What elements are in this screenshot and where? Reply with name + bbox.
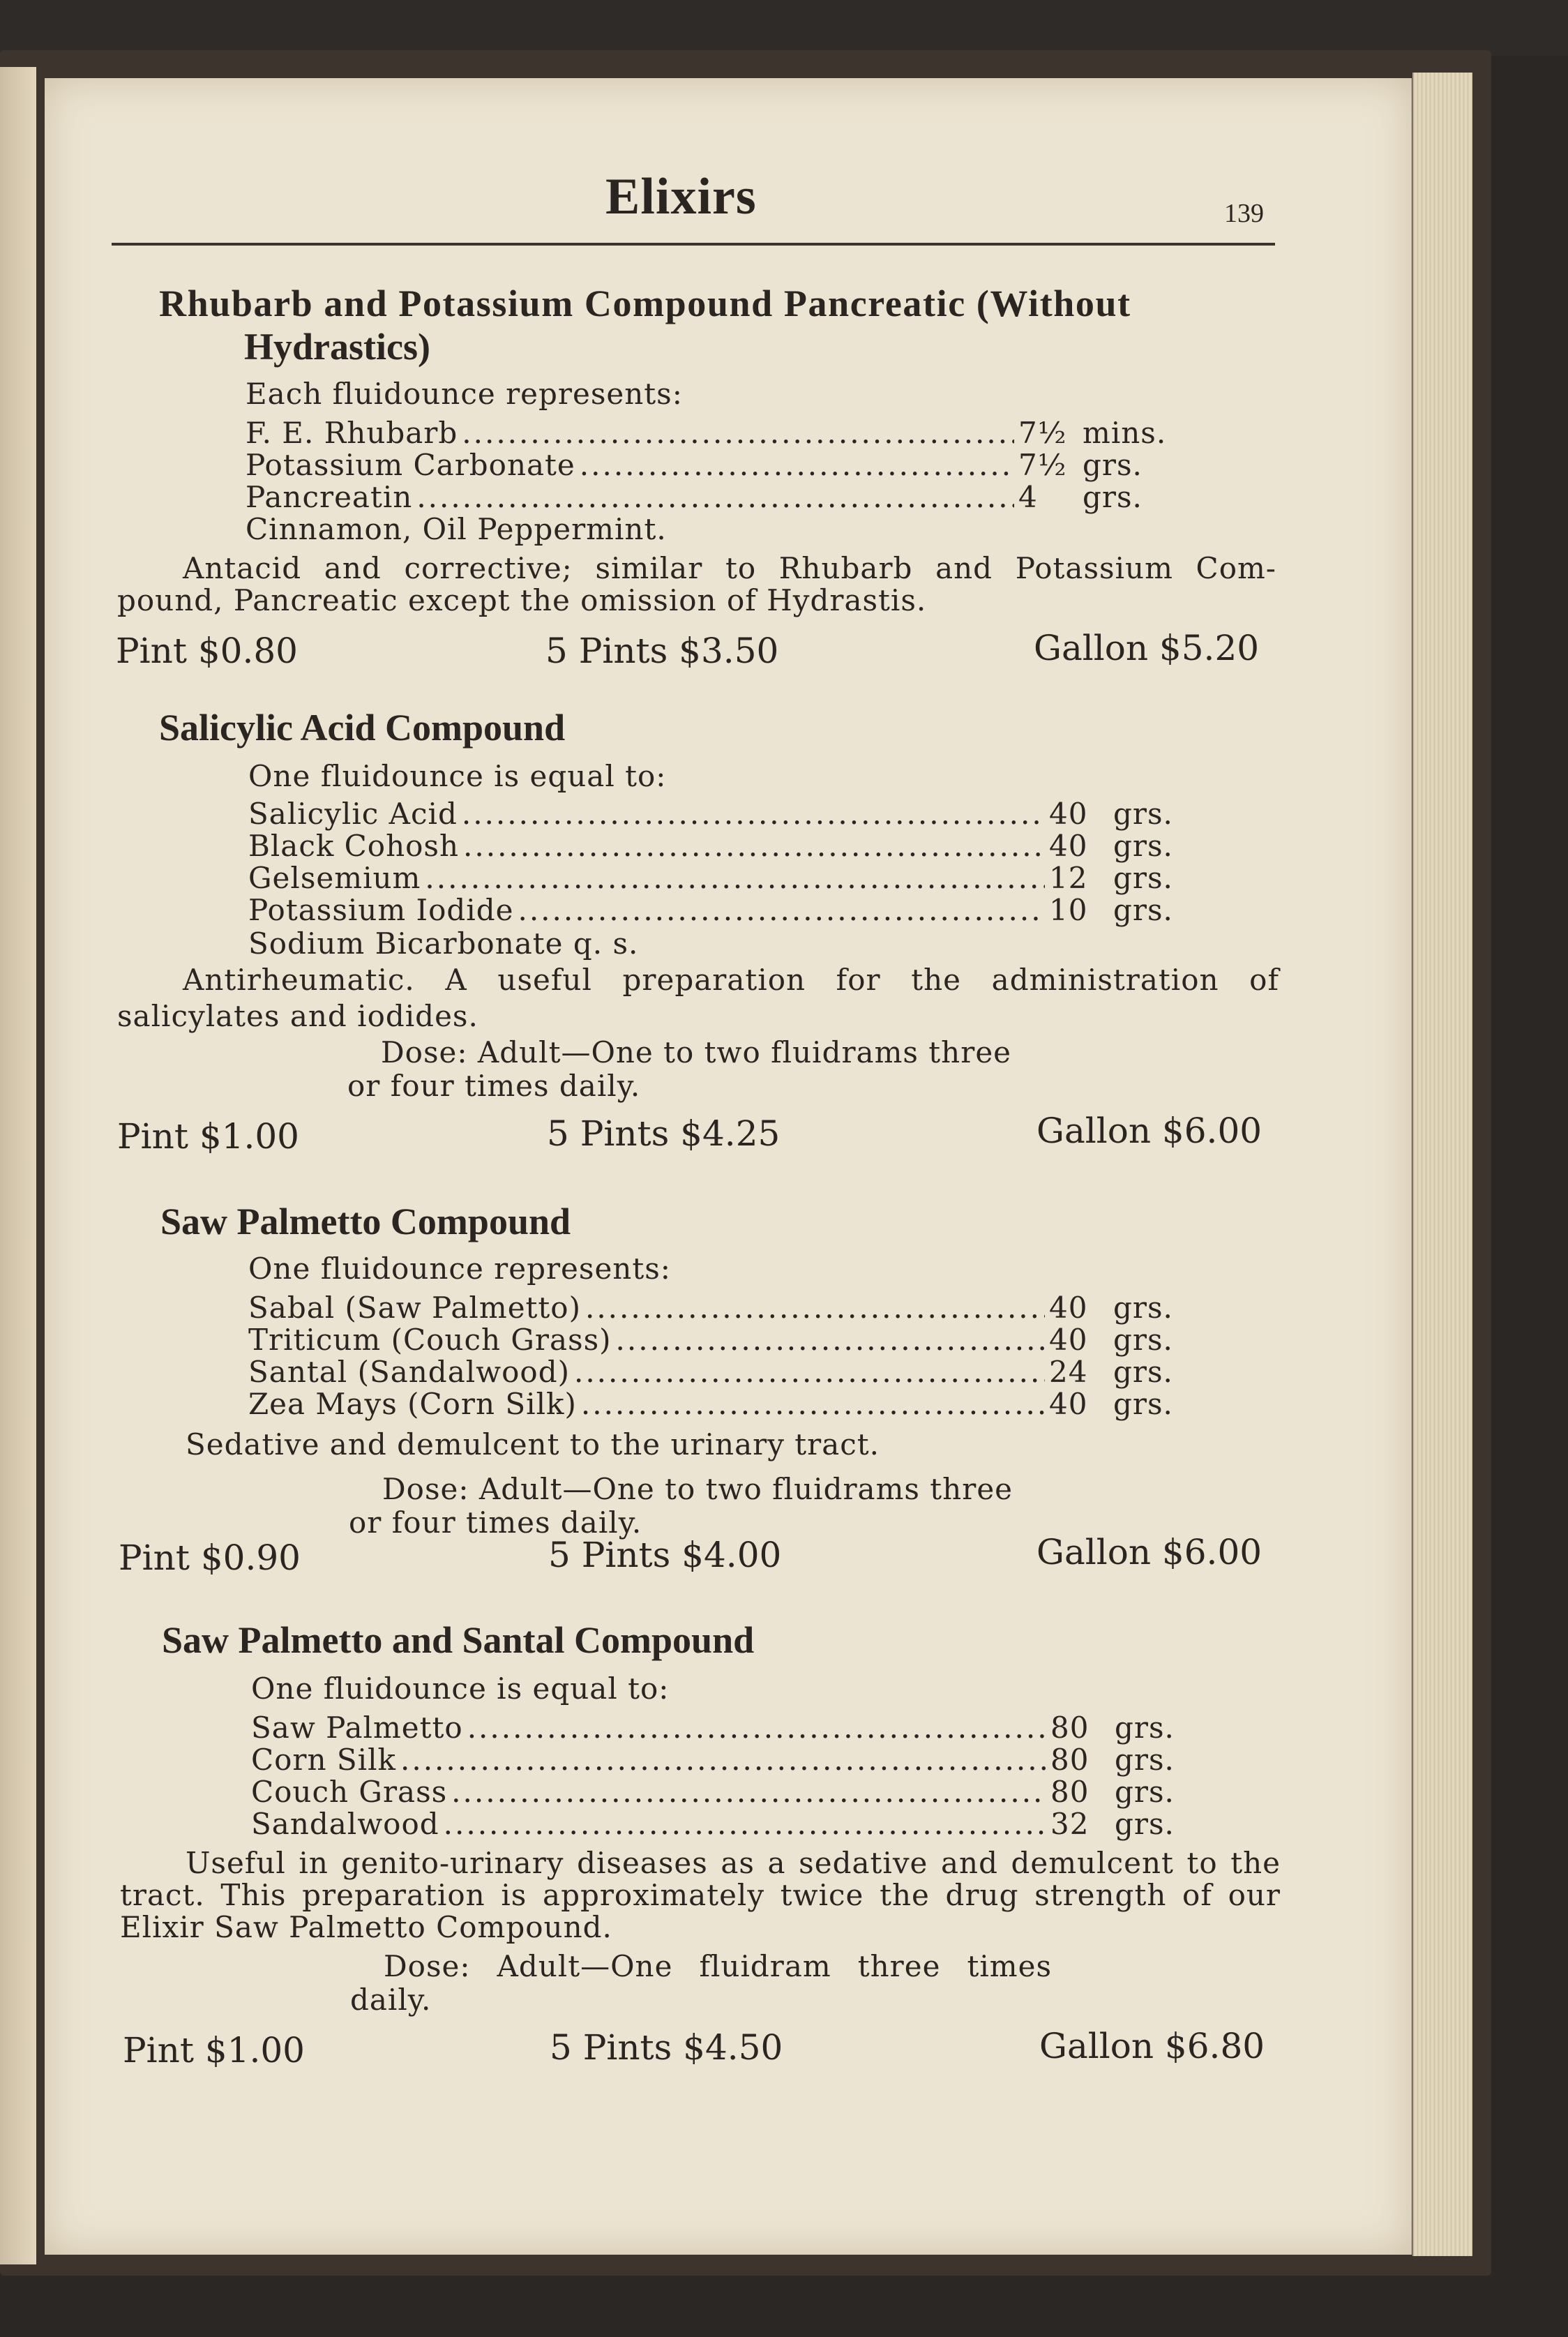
ingredient-amount: 40 xyxy=(1049,797,1088,831)
ingredient-row xyxy=(248,893,1190,927)
ingredient-name: Potassium Iodide xyxy=(248,893,514,927)
extra-ingredients: Cinnamon, Oil Peppermint. xyxy=(246,512,667,546)
ingredient-amount: 80 xyxy=(1050,1711,1090,1745)
ingredient-name: Zea Mays (Corn Silk) xyxy=(248,1387,577,1421)
ingredient-row xyxy=(246,480,1159,514)
section-title: Saw Palmetto Compound xyxy=(160,1201,571,1242)
ingredient-amount: 40 xyxy=(1049,1291,1088,1325)
price-pint: Pint $1.00 xyxy=(123,2030,305,2071)
page-block-edge xyxy=(1412,73,1472,2256)
dose-line: daily. xyxy=(350,1983,432,2017)
ingredient-row xyxy=(248,829,1190,863)
ingredient-row xyxy=(251,1775,1191,1809)
extra-ingredients: Sodium Bicarbonate q. s. xyxy=(248,926,639,961)
previous-page-edge xyxy=(0,67,36,2264)
leader-dots xyxy=(574,1355,1045,1389)
section-title: Saw Palmetto and Santal Compound xyxy=(162,1619,755,1661)
ingredient-unit: grs. xyxy=(1113,1291,1173,1325)
ingredient-unit: grs. xyxy=(1113,861,1173,895)
ingredient-unit: grs. xyxy=(1113,1323,1173,1357)
description-line: Useful in genito-urinary diseases as a sedative and demulcent to the xyxy=(186,1846,1281,1880)
leader-dots xyxy=(463,829,1045,863)
ingredient-row xyxy=(248,1291,1190,1325)
ingredient-amount: 4 xyxy=(1018,480,1038,514)
ingredient-amount: 32 xyxy=(1050,1807,1090,1841)
price-five-pints: 5 Pints $4.00 xyxy=(548,1535,782,1575)
leader-dots xyxy=(444,1807,1046,1841)
ingredient-name: Sabal (Saw Palmetto) xyxy=(248,1291,581,1325)
ingredient-name: Triticum (Couch Grass) xyxy=(248,1323,612,1357)
ingredient-amount: 12 xyxy=(1049,861,1088,895)
ingredient-name: Couch Grass xyxy=(251,1775,448,1809)
ingredient-name: Potassium Carbonate xyxy=(246,448,575,482)
ingredient-unit: grs. xyxy=(1083,480,1143,514)
description-line: Antirheumatic. A useful preparation for the administration of xyxy=(183,963,1279,997)
ingredient-name: Santal (Sandalwood) xyxy=(248,1355,570,1389)
ingredient-amount: 40 xyxy=(1049,829,1088,863)
price-five-pints: 5 Pints $4.50 xyxy=(550,2027,783,2068)
description-line: Sedative and demulcent to the urinary tract. xyxy=(186,1427,880,1461)
ingredient-unit: grs. xyxy=(1113,1387,1173,1421)
dose-line: Dose: Adult—One to two fluidrams three xyxy=(381,1035,1012,1069)
ingredient-row xyxy=(248,1323,1190,1357)
ingredient-name: F. E. Rhubarb xyxy=(246,416,458,450)
dose-line: Dose: Adult—One fluidram three times xyxy=(384,1949,1052,1983)
price-pint: Pint $0.80 xyxy=(116,631,298,671)
description-line: tract. This preparation is approximately twice the drug strength of our xyxy=(120,1878,1281,1912)
ingredient-amount: 24 xyxy=(1049,1355,1088,1389)
ingredient-row xyxy=(246,448,1159,482)
ingredient-row xyxy=(248,1387,1190,1421)
price-pint: Pint $0.90 xyxy=(119,1538,301,1578)
ingredient-row xyxy=(251,1711,1191,1745)
leader-dots xyxy=(462,416,1014,450)
description-line: Antacid and corrective; similar to Rhubarb and Potassium Com- xyxy=(183,551,1276,585)
description-line: salicylates and iodides. xyxy=(117,999,478,1033)
ingredient-unit: mins. xyxy=(1083,416,1167,450)
ingredient-unit: grs. xyxy=(1115,1743,1175,1777)
ingredient-unit: grs. xyxy=(1113,1355,1173,1389)
ingredient-row xyxy=(251,1807,1191,1841)
leader-dots xyxy=(467,1711,1046,1745)
dose-line: Dose: Adult—One to two fluidrams three xyxy=(382,1472,1013,1506)
leader-dots xyxy=(518,893,1045,927)
price-pint: Pint $1.00 xyxy=(117,1116,299,1157)
description-line: pound, Pancreatic except the omission of Hydrastis. xyxy=(117,583,927,617)
ingredient-unit: grs. xyxy=(1115,1807,1175,1841)
leader-dots xyxy=(581,1387,1045,1421)
section-intro: One fluidounce represents: xyxy=(248,1252,671,1286)
price-gallon: Gallon $5.20 xyxy=(1034,628,1260,668)
ingredient-name: Gelsemium xyxy=(248,861,421,895)
ingredient-name: Sandalwood xyxy=(251,1807,439,1841)
price-gallon: Gallon $6.80 xyxy=(1039,2026,1265,2066)
ingredient-row xyxy=(248,797,1190,831)
ingredient-row xyxy=(246,416,1167,450)
ingredient-amount: 10 xyxy=(1049,893,1088,927)
price-five-pints: 5 Pints $4.25 xyxy=(547,1113,781,1154)
ingredient-amount: 7½ xyxy=(1018,448,1067,482)
running-head: Elixirs xyxy=(605,168,757,225)
dose-line: or four times daily. xyxy=(349,1505,642,1540)
leader-dots xyxy=(451,1775,1046,1809)
leader-dots xyxy=(425,861,1045,895)
price-five-pints: 5 Pints $3.50 xyxy=(545,631,779,671)
ingredient-row xyxy=(248,1355,1190,1389)
ingredient-name: Pancreatin xyxy=(246,480,413,514)
ingredient-unit: grs. xyxy=(1083,448,1143,482)
ingredient-name: Corn Silk xyxy=(251,1743,396,1777)
ingredient-amount: 7½ xyxy=(1018,416,1067,450)
leader-dots xyxy=(580,448,1014,482)
ingredient-amount: 40 xyxy=(1049,1323,1088,1357)
leader-dots xyxy=(616,1323,1045,1357)
ingredient-name: Salicylic Acid xyxy=(248,797,458,831)
section-title-continued: Hydrastics) xyxy=(244,326,430,368)
ingredient-unit: grs. xyxy=(1113,829,1173,863)
leader-dots xyxy=(400,1743,1046,1777)
ingredient-name: Saw Palmetto xyxy=(251,1711,463,1745)
ingredient-name: Black Cohosh xyxy=(248,829,460,863)
dose-line: or four times daily. xyxy=(347,1069,641,1103)
section-intro: Each fluidounce represents: xyxy=(246,377,683,411)
section-intro: One fluidounce is equal to: xyxy=(248,759,667,793)
ingredient-unit: grs. xyxy=(1115,1711,1175,1745)
ingredient-unit: grs. xyxy=(1113,893,1173,927)
section-title: Salicylic Acid Compound xyxy=(159,707,566,749)
section-title: Rhubarb and Potassium Compound Pancreatic (Without xyxy=(159,283,1131,324)
price-gallon: Gallon $6.00 xyxy=(1036,1532,1262,1572)
page-number: 139 xyxy=(1224,199,1264,228)
description-line: Elixir Saw Palmetto Compound. xyxy=(120,1910,612,1944)
ingredient-unit: grs. xyxy=(1113,797,1173,831)
leader-dots xyxy=(585,1291,1045,1325)
leader-dots xyxy=(416,480,1014,514)
price-gallon: Gallon $6.00 xyxy=(1036,1111,1262,1151)
ingredient-row xyxy=(251,1743,1191,1777)
ingredient-unit: grs. xyxy=(1115,1775,1175,1809)
header-rule xyxy=(112,243,1275,246)
leader-dots xyxy=(462,797,1045,831)
section-intro: One fluidounce is equal to: xyxy=(251,1671,670,1706)
background-top xyxy=(0,0,1568,56)
ingredient-amount: 80 xyxy=(1050,1775,1090,1809)
ingredient-amount: 40 xyxy=(1049,1387,1088,1421)
ingredient-row xyxy=(248,861,1190,895)
ingredient-amount: 80 xyxy=(1050,1743,1090,1777)
